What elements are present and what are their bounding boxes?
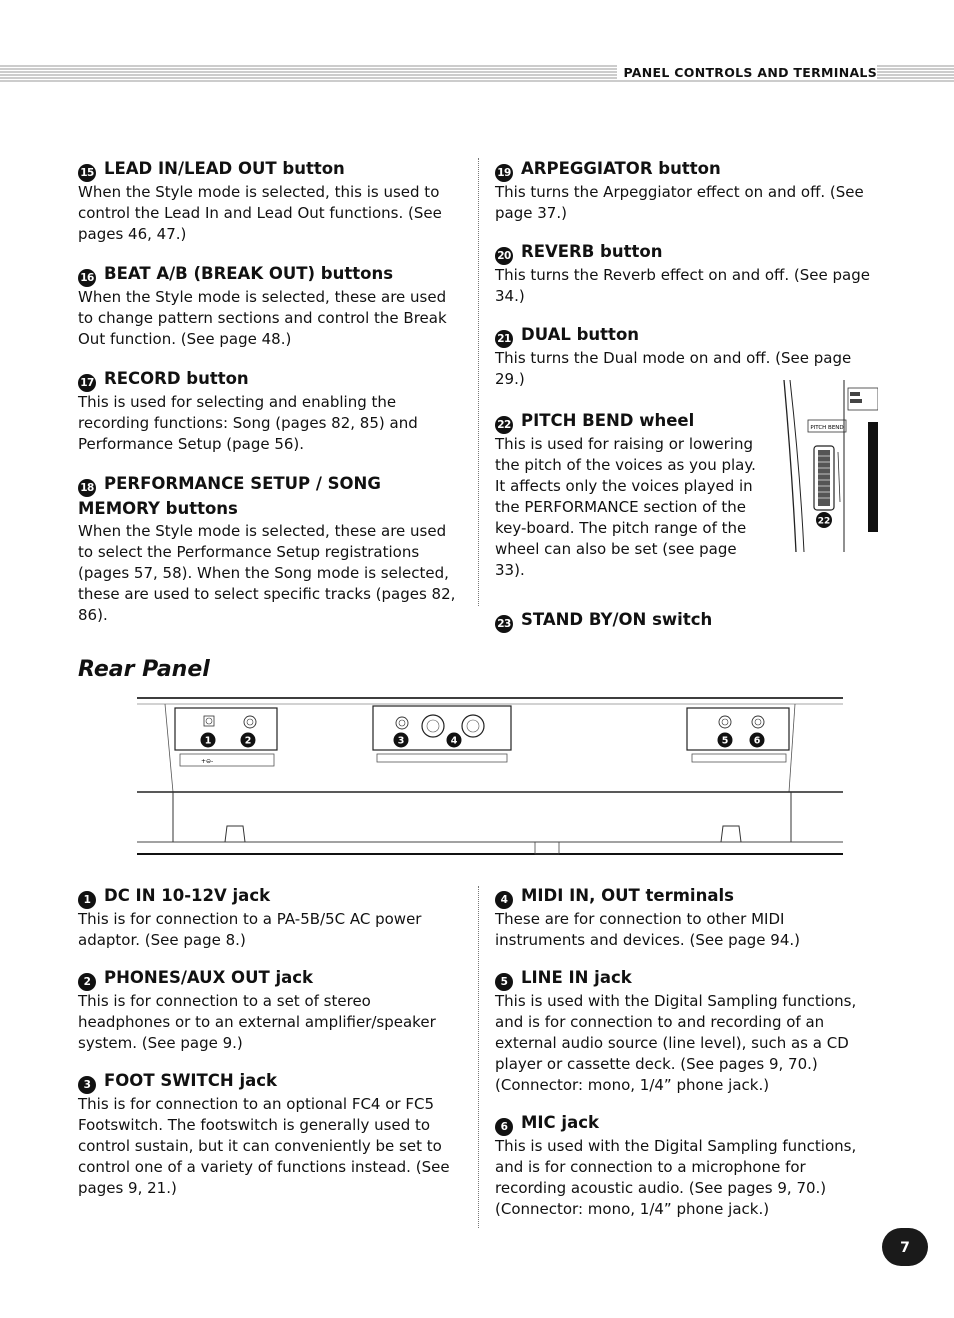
- item-title: FOOT SWITCH jack: [104, 1071, 278, 1090]
- rear-right-column: [495, 884, 879, 1220]
- item-title: STAND BY/ON switch: [521, 610, 713, 629]
- rear-panel-diagram: [137, 696, 843, 858]
- item-4: [495, 884, 879, 951]
- item-title: MIDI IN, OUT terminals: [521, 886, 734, 905]
- item-heading: [78, 367, 462, 392]
- rear-callout-6: 6: [753, 735, 761, 747]
- item-heading: [495, 157, 879, 182]
- rear-callout-3: 3: [397, 735, 405, 747]
- rear-callout-1: 1: [204, 735, 212, 747]
- item-18: [78, 472, 462, 626]
- item-description: This is used with the Digital Sampling functions, and is for connection to a microphone for recording acoustic audio. (See pages 9, 70.) (Connector: mono, 1/4” phone jack.): [495, 1137, 857, 1218]
- item-description: This turns the Dual mode on and off. (See page 29.): [495, 349, 852, 388]
- item-description: When the Style mode is selected, these are used to change pattern sections and control the Break Out function. (See page 48.): [78, 288, 447, 348]
- item-description: This is for connection to a set of stereo headphones or to an external amplifier/speaker system. (See page 9.): [78, 992, 436, 1052]
- item-number-badge: 1: [78, 891, 96, 909]
- item-description: This is used for selecting and enabling the recording functions: Song (pages 82, 85) and Performance Setup (page 56).: [78, 393, 418, 453]
- item-1: [78, 884, 462, 951]
- item-number-badge: 23: [495, 615, 513, 633]
- item-number-badge: 4: [495, 891, 513, 909]
- item-number-badge: 3: [78, 1076, 96, 1094]
- item-heading: [495, 966, 879, 991]
- item-title: DC IN 10-12V jack: [104, 886, 271, 905]
- rear-callout-5: 5: [721, 735, 729, 747]
- front-left-column: [78, 157, 462, 626]
- item-heading: [78, 262, 462, 287]
- item-heading: [78, 472, 462, 521]
- item-description: This is used for raising or lowering the pitch of the voices as you play. It affects only the voices played in the PERFORMANCE section of the key-board. The pitch range of the wheel can also be set (see page 33).: [495, 435, 756, 579]
- item-description: This turns the Arpeggiator effect on and off. (See page 37.): [495, 183, 864, 222]
- item-title: PERFORMANCE SETUP / SONG MEMORY buttons: [78, 474, 381, 518]
- item-number-badge: 6: [495, 1118, 513, 1136]
- item-title: LEAD IN/LEAD OUT button: [104, 159, 345, 178]
- item-5: [495, 966, 879, 1096]
- item-description: This is for connection to a PA-5B/5C AC power adaptor. (See page 8.): [78, 910, 422, 949]
- item-title: LINE IN jack: [521, 968, 632, 987]
- pitch-bend-label: PITCH BEND: [810, 425, 844, 431]
- item-title: DUAL button: [521, 325, 640, 344]
- item-description: This is used with the Digital Sampling functions, and is for connection to and recording of an external audio source (line level), such as a CD player or cassette deck. (See pages 9, 70.) (Connector: mono, 1/4” phone jack.): [495, 992, 857, 1094]
- item-2: [78, 966, 462, 1054]
- item-heading: [495, 608, 879, 633]
- rear-callout-4: 4: [450, 735, 458, 747]
- section-title: PANEL CONTROLS AND TERMINALS: [617, 65, 877, 80]
- item-22: [495, 409, 767, 581]
- item-heading: [495, 884, 879, 909]
- item-number-badge: 20: [495, 247, 513, 265]
- item-title: REVERB button: [521, 242, 663, 261]
- item-number-badge: 16: [78, 269, 96, 287]
- item-number-badge: 17: [78, 374, 96, 392]
- dc-polarity-label: +⊖-: [201, 758, 214, 765]
- item-number-badge: 18: [78, 479, 96, 497]
- item-20: [495, 240, 879, 307]
- item-title: PITCH BEND wheel: [521, 411, 695, 430]
- rear-left-column: [78, 884, 462, 1199]
- column-divider: [478, 886, 479, 1228]
- item-title: BEAT A/B (BREAK OUT) buttons: [104, 264, 394, 283]
- item-heading: [495, 1111, 879, 1136]
- item-heading: [78, 966, 462, 991]
- item-number-badge: 2: [78, 973, 96, 991]
- item-number-badge: 21: [495, 330, 513, 348]
- item-heading: [495, 323, 879, 348]
- rear-panel-title: Rear Panel: [78, 657, 210, 682]
- item-number-badge: 15: [78, 164, 96, 182]
- item-3: [78, 1069, 462, 1199]
- item-19: [495, 157, 879, 224]
- item-description: This turns the Reverb effect on and off. (See page 34.): [495, 266, 870, 305]
- item-16: [78, 262, 462, 350]
- item-heading: [495, 240, 879, 265]
- item-6: [495, 1111, 879, 1220]
- item-description: This is for connection to an optional FC4 or FC5 Footswitch. The footswitch is generally used to control sustain, but it can conveniently be set to control one of a variety of functions instead. (See pages 9, 21.): [78, 1095, 450, 1197]
- rear-callout-2: 2: [244, 735, 252, 747]
- item-title: MIC jack: [521, 1113, 599, 1132]
- pitch-bend-callout: 22: [817, 516, 831, 527]
- pitch-bend-figure: [780, 380, 878, 552]
- item-17: [78, 367, 462, 455]
- item-23: [495, 608, 879, 633]
- item-number-badge: 5: [495, 973, 513, 991]
- item-heading: [78, 884, 462, 909]
- item-heading: [78, 1069, 462, 1094]
- item-title: RECORD button: [104, 369, 249, 388]
- page-number: 7: [882, 1228, 928, 1266]
- item-heading: [495, 409, 767, 434]
- item-title: PHONES/AUX OUT jack: [104, 968, 314, 987]
- item-15: [78, 157, 462, 245]
- item-description: These are for connection to other MIDI instruments and devices. (See page 94.): [495, 910, 801, 949]
- item-title: ARPEGGIATOR button: [521, 159, 721, 178]
- item-number-badge: 22: [495, 416, 513, 434]
- item-heading: [78, 157, 462, 182]
- item-description: When the Style mode is selected, these are used to select the Performance Setup registrations (pages 57, 58). When the Song mode is selected, these are used to select specific tracks (pages 82, 86).: [78, 522, 456, 624]
- column-divider: [478, 158, 479, 606]
- item-number-badge: 19: [495, 164, 513, 182]
- item-description: When the Style mode is selected, this is used to control the Lead In and Lead Out functions. (See pages 46, 47.): [78, 183, 442, 243]
